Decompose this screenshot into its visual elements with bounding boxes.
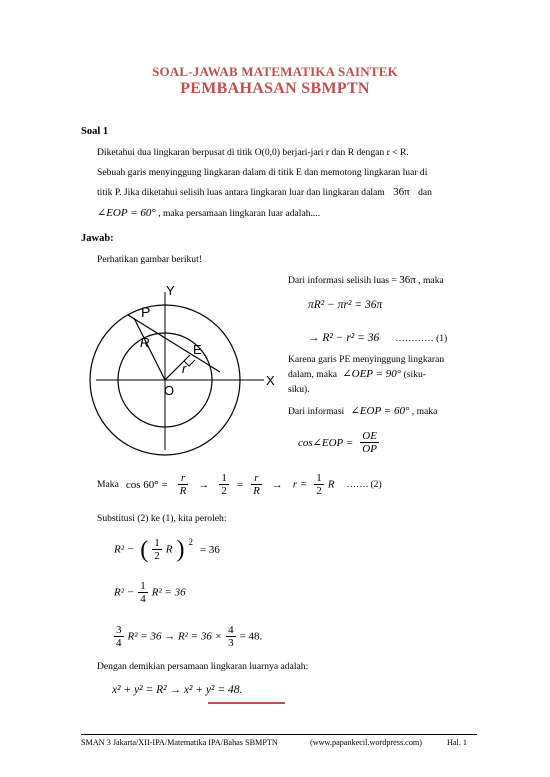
e1-lhs: R² − [114, 543, 135, 556]
right-angle-eop: ∠EOP = 60° [350, 405, 410, 417]
e1-paren-close: ) [176, 536, 185, 563]
conclusion-text: Dengan demikian persamaan lingkaran luarnya adalah: [97, 661, 309, 672]
fraction-op: OP [362, 443, 377, 455]
right-maka: , maka [418, 275, 444, 286]
e3-rhs: = 48. [239, 630, 263, 643]
document-subtitle: PEMBAHASAN SBMPTN [180, 80, 370, 97]
right-36pi: 36π [399, 274, 416, 286]
soal-angle-eop: ∠EOP = 60° [97, 207, 156, 219]
label-p: P [141, 304, 151, 320]
label-r-outer: R [140, 335, 150, 350]
e1-R: R [165, 543, 173, 556]
label-o: O [164, 383, 175, 398]
soal-heading: Soal 1 [81, 126, 109, 137]
soal-line-2: Sebuah garis menyinggung lingkaran dalam di titik E dan memotong lingkaran luar di [97, 167, 428, 178]
e2-rhs: R² = 36 [151, 586, 186, 599]
frac-1: 1 [221, 472, 227, 484]
R-symbol: R [327, 478, 335, 491]
right-line-1: Dari informasi selisih luas = [288, 275, 397, 286]
e3-frac-n: 3 [116, 624, 122, 636]
right-line-5: siku). [288, 384, 310, 395]
answer-underline [208, 702, 285, 704]
e2-frac-n: 1 [140, 580, 146, 592]
frac-R-2: R [253, 485, 260, 497]
maka-cos60: cos 60° = [125, 478, 168, 491]
frac-half-d: 2 [316, 485, 322, 497]
soal-line-1: Diketahui dua lingkaran berpusat di titik O(0,0) berjari-jari r dan R dengan r < R. [97, 147, 409, 158]
right-siku: (siku- [403, 369, 426, 380]
frac-r-2: r [251, 472, 262, 485]
e1-exponent: 2 [188, 537, 193, 547]
frac-R: R [179, 485, 187, 497]
right-line-4: dalam, maka [288, 369, 338, 380]
right-line-6: Dari informasi [288, 406, 345, 417]
frac-half-n: 1 [316, 472, 322, 484]
e1-frac-n: 1 [154, 537, 160, 549]
footer-divider [81, 734, 477, 735]
e1-paren-open: ( [140, 536, 149, 563]
jawab-heading: Jawab: [81, 233, 114, 244]
substitution-text: Substitusi (2) ke (1), kita peroleh: [97, 513, 227, 524]
right-line-3: Karena garis PE menyinggung lingkaran [288, 354, 445, 365]
frac-2: 2 [221, 485, 227, 497]
maka-word: Maka [97, 479, 119, 490]
label-e: E [193, 342, 202, 357]
e2-frac-d: 4 [140, 593, 146, 605]
arrow-1: → [198, 478, 210, 491]
label-x: X [266, 373, 275, 388]
footer-website: (www.papankecil.wordpress.com) [310, 738, 423, 747]
r-equals: r = [292, 478, 308, 491]
equation-2-tag: ………… (1) [395, 333, 448, 344]
fraction-oe: OE [362, 430, 377, 442]
e1-frac-d: 2 [154, 550, 160, 562]
right-angle-oep: ∠OEP = 90° [342, 368, 402, 380]
footer-left: SMAN 3 Jakarta/XII-IPA/Matematika IPA/Bahas SBMPTN [81, 738, 278, 747]
equals: = [236, 478, 244, 491]
e3-frac2-n: 4 [228, 624, 234, 636]
equation-2-label: ……. (2) [346, 479, 382, 490]
soal-line-4: , maka persamaan lingkaran luar adalah.... [158, 208, 321, 219]
soal-dan: dan [418, 187, 432, 198]
frac-r: r [178, 472, 189, 485]
e2-lhs: R² − [114, 586, 135, 599]
arrow-2: → [271, 478, 283, 491]
label-y: Y [166, 283, 175, 298]
equation-3-lhs: cos∠EOP = [298, 437, 354, 449]
equation-1: πR² − πr² = 36π [308, 299, 383, 311]
e3-frac2-d: 3 [228, 637, 234, 649]
jawab-intro: Perhatikan gambar berikut! [97, 254, 202, 265]
soal-line-3: titik P. Jika diketahui selisih luas antara lingkaran luar dan lingkaran dalam [97, 187, 385, 198]
right-maka-2: , maka [411, 406, 438, 417]
final-equation: x² + y² = R² → x² + y² = 48. [112, 684, 243, 696]
e3-frac-d: 4 [116, 637, 122, 649]
equation-2: → R² − r² = 36 [308, 332, 380, 344]
e1-rhs: = 36 [199, 543, 220, 556]
label-r-inner: r [182, 361, 187, 376]
circle-diagram [86, 278, 296, 456]
e3-mid: R² = 36 → R² = 36 × [127, 630, 223, 643]
footer-page: Hal. 1 [447, 738, 468, 747]
radius-op [134, 318, 165, 380]
document-title: SOAL-JAWAB MATEMATIKA SAINTEK [152, 64, 398, 79]
soal-36pi: 36π [393, 186, 410, 198]
